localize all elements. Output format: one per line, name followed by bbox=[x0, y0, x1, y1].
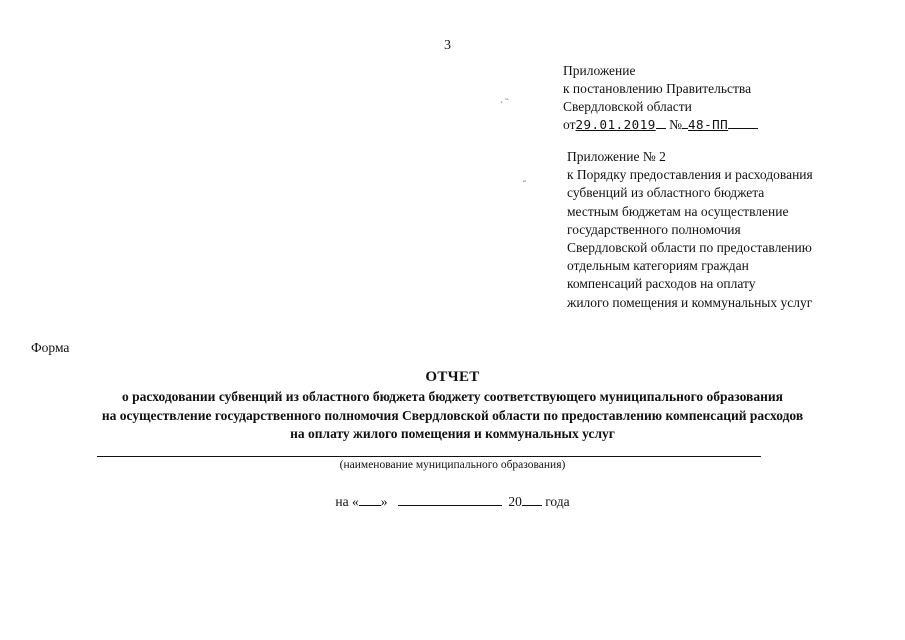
appendix-header bbox=[563, 62, 758, 134]
year-prefix: 20 bbox=[508, 494, 522, 509]
appendix2-line: к Порядку предоставления и расходования bbox=[567, 167, 813, 183]
year-blank bbox=[522, 491, 542, 506]
date-open: на « bbox=[335, 494, 359, 509]
day-blank bbox=[359, 491, 381, 506]
appendix2-line: Приложение № 2 bbox=[567, 149, 666, 164]
scan-artifact: ˎ ˵ bbox=[500, 93, 509, 103]
appendix2-line: отдельным категориям граждан bbox=[567, 258, 749, 274]
appendix-header-line2: к постановлению Правительства bbox=[563, 81, 752, 96]
underline-gap bbox=[728, 128, 758, 129]
scan-artifact: ˶ bbox=[523, 175, 526, 185]
resolution-number: 48-ПП bbox=[688, 117, 729, 132]
appendix2-line: Свердловской области по предоставлению bbox=[567, 240, 812, 256]
report-title: ОТЧЕТ bbox=[425, 369, 480, 385]
number-prefix: № bbox=[669, 117, 683, 132]
report-subtitle-line: на оплату жилого помещения и коммунальных услуг bbox=[290, 426, 615, 441]
appendix2-line: местным бюджетам на осуществление bbox=[567, 203, 789, 219]
appendix2-line: компенсаций расходов на оплату bbox=[567, 276, 756, 292]
page-number: 3 bbox=[444, 38, 451, 53]
resolution-date-line bbox=[563, 116, 758, 134]
report-subtitle bbox=[0, 388, 905, 444]
appendix2-line: государственного полномочия bbox=[567, 221, 741, 237]
underline-gap bbox=[656, 128, 666, 129]
appendix2-line: жилого помещения и коммунальных услуг bbox=[567, 294, 813, 310]
appendix-header-line3: Свердловской области bbox=[563, 99, 692, 114]
appendix-header-line1: Приложение bbox=[563, 63, 636, 78]
report-date-row bbox=[0, 491, 905, 510]
report-subtitle-line: о расходовании субвенций из областного бюджета бюджету соответствующего муниципального образования bbox=[122, 389, 783, 404]
date-prefix: от bbox=[563, 117, 576, 132]
month-blank bbox=[398, 491, 502, 506]
municipality-name-caption: (наименование муниципального образования) bbox=[339, 459, 566, 471]
resolution-date: 29.01.2019 bbox=[575, 117, 656, 132]
appendix2-block bbox=[567, 148, 813, 312]
report-subtitle-line: на осуществление государственного полномочия Свердловской области по предоставлению компенсаций расходов bbox=[101, 407, 804, 423]
year-suffix: года bbox=[545, 494, 570, 509]
date-close-quote: » bbox=[380, 494, 388, 509]
form-label: Форма bbox=[31, 340, 70, 355]
municipality-name-field bbox=[97, 456, 761, 457]
appendix2-line: субвенций из областного бюджета bbox=[567, 185, 765, 201]
